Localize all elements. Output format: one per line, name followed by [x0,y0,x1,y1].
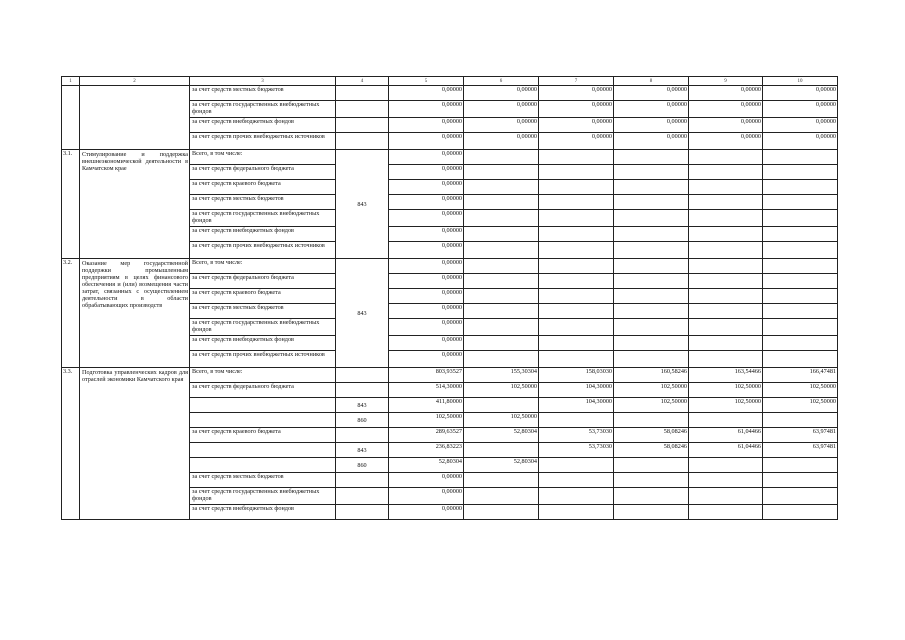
item-number [62,86,80,150]
amount-cell [763,304,838,319]
funding-source: Всего, в том числе: [190,368,336,383]
amount-cell [614,165,689,180]
amount-cell: 61,04466 [689,428,763,443]
amount-cell [763,488,838,505]
amount-cell: 0,00000 [689,101,763,118]
funding-source: за счет средств местных бюджетов [190,195,336,210]
amount-cell [539,195,614,210]
funding-source: за счет средств государственных внебюджетных фондов [190,319,336,336]
amount-cell: 53,73030 [539,443,614,458]
amount-cell [763,150,838,165]
amount-cell [464,473,539,488]
column-number-10: 10 [763,77,838,86]
amount-cell: 0,00000 [389,242,464,259]
funding-source: за счет средств местных бюджетов [190,473,336,488]
amount-cell: 102,50000 [763,398,838,413]
grbs-code [336,101,389,118]
amount-cell [539,150,614,165]
column-number-5: 5 [389,77,464,86]
amount-cell: 0,00000 [539,118,614,133]
amount-cell [689,505,763,520]
amount-cell [689,242,763,259]
amount-cell: 0,00000 [464,133,539,150]
amount-cell: 53,73030 [539,428,614,443]
amount-cell [614,488,689,505]
grbs-code [336,133,389,150]
amount-cell: 0,00000 [539,133,614,150]
amount-cell [763,274,838,289]
funding-source: за счет средств местных бюджетов [190,304,336,319]
amount-cell: 58,08246 [614,428,689,443]
amount-cell: 63,97481 [763,428,838,443]
amount-cell [689,180,763,195]
amount-cell: 0,00000 [389,101,464,118]
grbs-code [336,428,389,443]
funding-source [190,398,336,413]
grbs-code [336,473,389,488]
amount-cell [464,319,539,336]
grbs-code: 843 [336,259,389,368]
amount-cell [763,195,838,210]
amount-cell: 0,00000 [614,101,689,118]
amount-cell [464,180,539,195]
grbs-code [336,488,389,505]
amount-cell: 61,04466 [689,443,763,458]
amount-cell [614,351,689,368]
amount-cell [689,259,763,274]
amount-cell: 0,00000 [539,86,614,101]
amount-cell: 0,00000 [539,101,614,118]
grbs-code: 843 [336,398,389,413]
funding-source: за счет средств государственных внебюджетных фондов [190,101,336,118]
amount-cell [689,488,763,505]
funding-source: за счет средств государственных внебюджетных фондов [190,210,336,227]
funding-source: за счет средств краевого бюджета [190,289,336,304]
amount-cell: 0,00000 [389,86,464,101]
amount-cell: 0,00000 [389,351,464,368]
amount-cell: 102,50000 [689,398,763,413]
budget-table [61,76,838,520]
column-number-1: 1 [62,77,80,86]
amount-cell [763,505,838,520]
amount-cell: 0,00000 [689,118,763,133]
amount-cell [464,304,539,319]
funding-source: Всего, в том числе: [190,259,336,274]
amount-cell [464,227,539,242]
amount-cell: 52,80304 [464,458,539,473]
amount-cell [614,304,689,319]
amount-cell: 0,00000 [389,210,464,227]
amount-cell [539,242,614,259]
column-number-4: 4 [336,77,389,86]
funding-source [190,443,336,458]
table-row [62,368,838,383]
grbs-code [336,383,389,398]
amount-cell: 104,30000 [539,383,614,398]
amount-cell [689,274,763,289]
amount-cell: 52,80304 [389,458,464,473]
column-number-3: 3 [190,77,336,86]
grbs-code: 860 [336,413,389,428]
amount-cell [539,304,614,319]
amount-cell [689,336,763,351]
amount-cell [539,351,614,368]
funding-source: за счет средств краевого бюджета [190,428,336,443]
item-name [80,86,190,150]
amount-cell [539,259,614,274]
amount-cell [464,443,539,458]
amount-cell [614,289,689,304]
amount-cell [539,210,614,227]
grbs-code [336,368,389,383]
amount-cell: 0,00000 [389,195,464,210]
amount-cell [539,274,614,289]
amount-cell: 0,00000 [763,118,838,133]
amount-cell [539,505,614,520]
amount-cell: 0,00000 [763,101,838,118]
amount-cell: 0,00000 [614,133,689,150]
funding-source [190,413,336,428]
amount-cell: 0,00000 [389,289,464,304]
amount-cell: 514,30000 [389,383,464,398]
column-number-8: 8 [614,77,689,86]
amount-cell: 0,00000 [763,86,838,101]
amount-cell [614,195,689,210]
amount-cell: 236,83223 [389,443,464,458]
amount-cell [689,413,763,428]
funding-source: за счет средств федерального бюджета [190,383,336,398]
grbs-code [336,86,389,101]
amount-cell: 803,93527 [389,368,464,383]
amount-cell [689,319,763,336]
amount-cell: 166,47481 [763,368,838,383]
amount-cell: 0,00000 [763,133,838,150]
amount-cell: 102,50000 [763,383,838,398]
funding-source: за счет средств прочих внебюджетных источников [190,133,336,150]
column-number-header-row [62,77,838,86]
amount-cell [464,505,539,520]
amount-cell [614,473,689,488]
amount-cell [763,458,838,473]
amount-cell: 160,58246 [614,368,689,383]
amount-cell [539,413,614,428]
item-name: Стимулирование и поддержка внешнеэкономической деятельности в Камчатском крае [80,150,190,259]
document-page [61,76,837,520]
amount-cell: 0,00000 [389,274,464,289]
amount-cell [763,319,838,336]
amount-cell: 0,00000 [389,227,464,242]
amount-cell [464,289,539,304]
amount-cell [614,274,689,289]
table-body [62,77,838,520]
item-number: 3.3. [62,368,80,520]
amount-cell: 0,00000 [389,304,464,319]
item-number: 3.1. [62,150,80,259]
column-number-7: 7 [539,77,614,86]
amount-cell [614,210,689,227]
funding-source: за счет средств внебюджетных фондов [190,227,336,242]
amount-cell [539,488,614,505]
funding-source: за счет средств федерального бюджета [190,274,336,289]
amount-cell: 0,00000 [389,473,464,488]
amount-cell [689,351,763,368]
amount-cell [539,458,614,473]
amount-cell: 102,50000 [689,383,763,398]
amount-cell: 102,50000 [389,413,464,428]
amount-cell: 0,00000 [464,118,539,133]
amount-cell: 0,00000 [464,101,539,118]
amount-cell [464,336,539,351]
amount-cell [689,150,763,165]
amount-cell: 0,00000 [389,505,464,520]
amount-cell: 52,80304 [464,428,539,443]
amount-cell: 0,00000 [689,133,763,150]
grbs-code: 860 [336,458,389,473]
amount-cell: 0,00000 [389,165,464,180]
amount-cell [763,165,838,180]
funding-source: Всего, в том числе: [190,150,336,165]
amount-cell [763,210,838,227]
amount-cell [614,259,689,274]
table-row [62,150,838,165]
amount-cell [614,458,689,473]
amount-cell [763,473,838,488]
table-row [62,259,838,274]
amount-cell [763,289,838,304]
amount-cell [614,319,689,336]
amount-cell [689,289,763,304]
column-number-9: 9 [689,77,763,86]
amount-cell [464,274,539,289]
amount-cell: 0,00000 [389,336,464,351]
amount-cell [464,398,539,413]
amount-cell [539,336,614,351]
amount-cell [614,505,689,520]
amount-cell [539,289,614,304]
amount-cell [614,180,689,195]
amount-cell [614,336,689,351]
amount-cell [464,150,539,165]
amount-cell: 289,63527 [389,428,464,443]
funding-source: за счет средств краевого бюджета [190,180,336,195]
amount-cell: 102,50000 [464,413,539,428]
amount-cell: 0,00000 [689,86,763,101]
amount-cell [763,227,838,242]
amount-cell [464,165,539,180]
amount-cell [539,227,614,242]
amount-cell: 0,00000 [389,259,464,274]
amount-cell: 58,08246 [614,443,689,458]
funding-source: за счет средств государственных внебюджетных фондов [190,488,336,505]
amount-cell [763,242,838,259]
column-number-2: 2 [80,77,190,86]
amount-cell: 0,00000 [614,118,689,133]
grbs-code: 843 [336,443,389,458]
amount-cell [464,210,539,227]
funding-source [190,458,336,473]
amount-cell [539,473,614,488]
funding-source: за счет средств местных бюджетов [190,86,336,101]
amount-cell [614,413,689,428]
amount-cell: 163,54466 [689,368,763,383]
grbs-code [336,118,389,133]
amount-cell: 0,00000 [389,150,464,165]
funding-source: за счет средств федерального бюджета [190,165,336,180]
amount-cell [763,336,838,351]
amount-cell: 0,00000 [389,488,464,505]
amount-cell: 102,50000 [614,398,689,413]
amount-cell [689,165,763,180]
table-row [62,86,838,101]
grbs-code [336,505,389,520]
amount-cell: 63,97481 [763,443,838,458]
item-name: Подготовка управленческих кадров для отраслей экономики Камчатского края [80,368,190,520]
funding-source: за счет средств внебюджетных фондов [190,505,336,520]
amount-cell: 0,00000 [389,133,464,150]
amount-cell: 0,00000 [389,180,464,195]
amount-cell [464,259,539,274]
funding-source: за счет средств внебюджетных фондов [190,118,336,133]
amount-cell [539,319,614,336]
amount-cell: 102,50000 [464,383,539,398]
amount-cell: 0,00000 [389,319,464,336]
amount-cell [614,227,689,242]
amount-cell [464,242,539,259]
amount-cell [689,210,763,227]
amount-cell: 158,03030 [539,368,614,383]
funding-source: за счет средств внебюджетных фондов [190,336,336,351]
funding-source: за счет средств прочих внебюджетных источников [190,242,336,259]
amount-cell: 155,30304 [464,368,539,383]
amount-cell [464,195,539,210]
item-name: Оказание мер государственной поддержки промышленным предприятиям в целях финансового обеспечения и (или) возмещения части затрат, связанных с осуществлением деятельности в области обрабатывающих производств [80,259,190,368]
amount-cell [763,413,838,428]
amount-cell: 0,00000 [464,86,539,101]
amount-cell: 102,50000 [614,383,689,398]
amount-cell [763,351,838,368]
amount-cell: 0,00000 [614,86,689,101]
amount-cell [464,488,539,505]
amount-cell: 104,30000 [539,398,614,413]
amount-cell [539,180,614,195]
amount-cell: 0,00000 [389,118,464,133]
amount-cell [464,351,539,368]
funding-source: за счет средств прочих внебюджетных источников [190,351,336,368]
amount-cell [763,259,838,274]
amount-cell: 411,80000 [389,398,464,413]
amount-cell [614,150,689,165]
amount-cell [689,473,763,488]
amount-cell [689,304,763,319]
grbs-code: 843 [336,150,389,259]
amount-cell [689,458,763,473]
amount-cell [539,165,614,180]
item-number: 3.2. [62,259,80,368]
amount-cell [614,242,689,259]
amount-cell [689,227,763,242]
amount-cell [763,180,838,195]
amount-cell [689,195,763,210]
column-number-6: 6 [464,77,539,86]
